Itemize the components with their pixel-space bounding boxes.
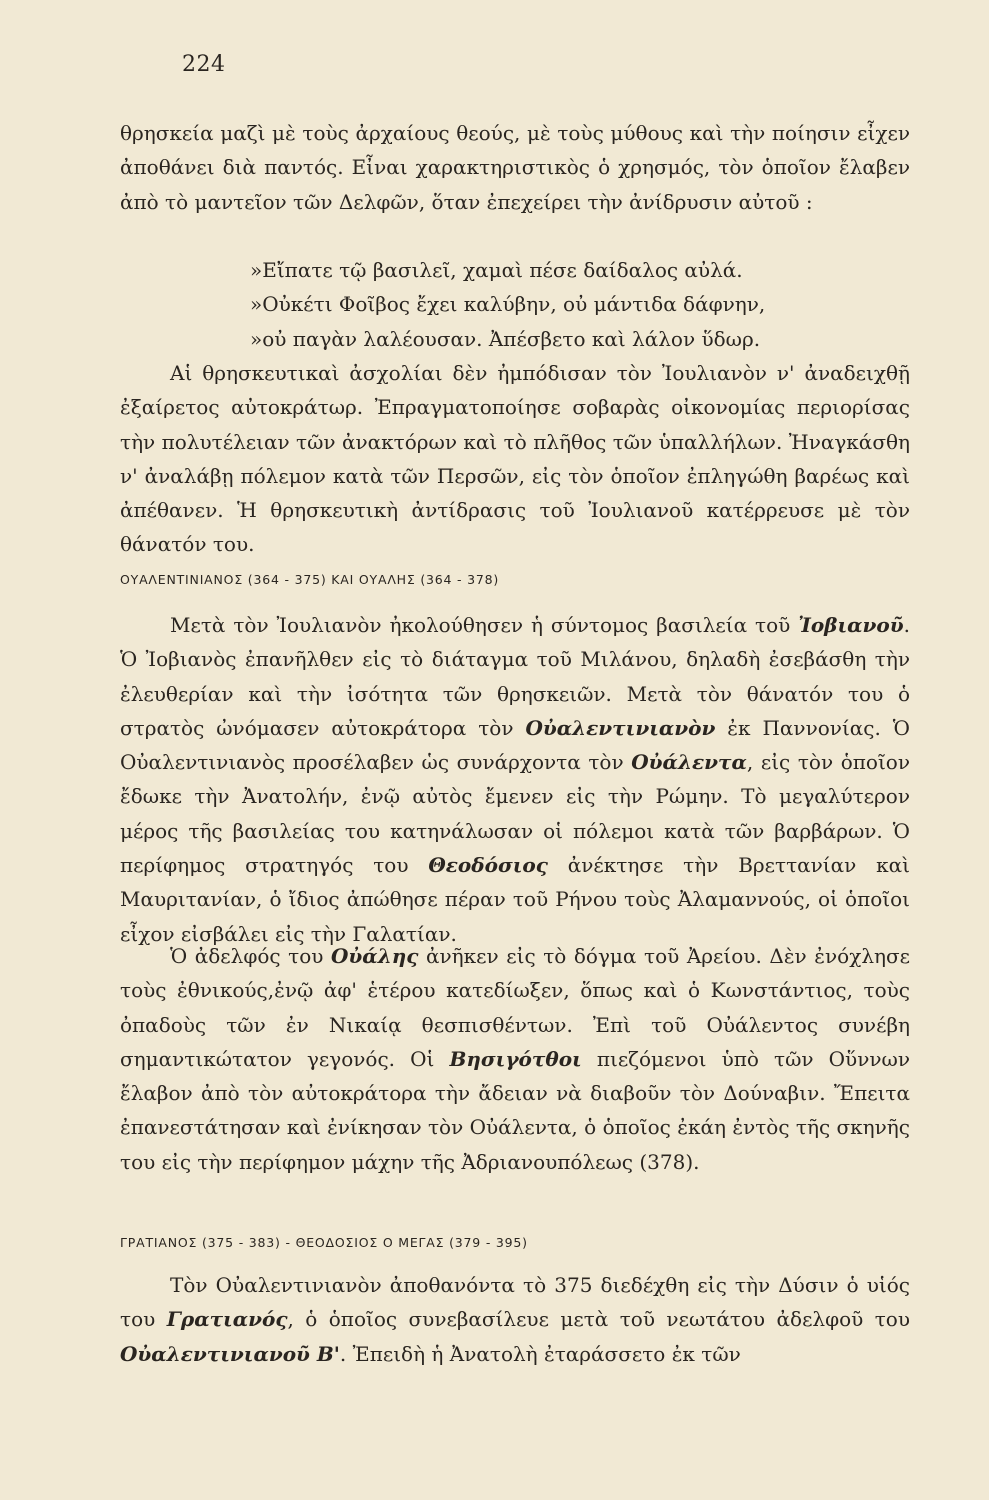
- valens-paragraph: Ὁ ἀδελφός του Οὐάλης ἀνῆκεν εἰς τὸ δόγμα τοῦ Ἀρείου. Δὲν ἐνόχλησε τοὺς ἐθνικούς,ἐνῷ ἀφ' ἑτέρου κατεδίωξεν, ὅπως καὶ ὁ Κωνστάντιος, τοὺς ὀπαδοὺς τῶν ἐν Νικαίᾳ θεσπισθέντων. Ἐπὶ τοῦ Οὐάλεντος συνέβη σημαντικώτατον γεγονός. Οἱ Βησιγότθοι πιεζόμενοι ὑπὸ τῶν Οὕννων ἔλαβον ἀπὸ τὸν αὐτοκράτορα τὴν ἄδειαν νὰ διαβοῦν τὸν Δούναβιν. Ἔπειτα ἐπανεστάτησαν καὶ ἐνίκησαν τὸν Οὐάλεντα, ὁ ὁποῖος ἐκάη ἐντὸς τῆς σκηνῆς του εἰς τὴν περίφημον μάχην τῆς Ἀδριανουπόλεως (378).: [120, 944, 910, 1174]
- gratian-paragraph: Τὸν Οὐαλεντινιανὸν ἀποθανόντα τὸ 375 διεδέχθη εἰς τὴν Δύσιν ὁ υἱός του Γρατιανός, ὁ ὁποῖος συνεβασίλευε μετὰ τοῦ νεωτάτου ἀδελφοῦ του Οὐαλεντινιανοῦ Β'. Ἐπειδὴ ἡ Ἀνατολὴ ἐταράσσετο ἐκ τῶν: [120, 1273, 910, 1366]
- intro-paragraph: θρησκεία μαζὶ μὲ τοὺς ἀρχαίους θεούς, μὲ τοὺς μύθους καὶ τὴν ποίησιν εἶχεν ἀποθάνει διὰ παντός. Εἶναι χαρακτηριστικὸς ὁ χρησμός, τὸν ὁποῖον ἔλαβεν ἀπὸ τὸ μαντεῖον τῶν Δελφῶν, ὅταν ἐπεχείρει τὴν ἀνίδρυσιν αὐτοῦ :: [120, 121, 910, 214]
- section-heading-valentinian: ΟΥΑΛΕΝΤΙΝΙΑΝΟΣ (364 - 375) ΚΑΙ ΟΥΑΛΗΣ (364 - 378): [120, 572, 500, 587]
- valentinian-paragraph: Μετὰ τὸν Ἰουλιανὸν ἠκολούθησεν ἡ σύντομος βασιλεία τοῦ Ἰοβιανοῦ. Ὁ Ἰοβιανὸς ἐπανῆλθεν εἰς τὸ διάταγμα τοῦ Μιλάνου, δηλαδὴ ἐσεβάσθη τὴν ἐλευθερίαν καὶ τὴν ἰσότητα τῶν θρησκειῶν. Μετὰ τὸν θάνατόν του ὁ στρατὸς ὠνόμασεν αὐτοκράτορα τὸν Οὐαλεντινιανὸν ἐκ Παννονίας. Ὁ Οὐαλεντινιανὸς προσέλαβεν ὡς συνάρχοντα τὸν Οὐάλεντα, εἰς τὸν ὁποῖον ἔδωκε τὴν Ἀνατολήν, ἐνῷ αὐτὸς ἔμενεν εἰς τὴν Ρώμην. Τὸ μεγαλύτερον μέρος τῆς βασιλείας του κατηνάλωσαν οἱ πόλεμοι κατὰ τῶν βαρβάρων. Ὁ περίφημος στρατηγός του Θεοδόσιος ἀνέκτησε τὴν Βρεττανίαν καὶ Μαυριτανίαν, ὁ ἴδιος ἀπώθησε πέραν τοῦ Ρήνου τοὺς Ἀλαμαννούς, οἱ ὁποῖοι εἶχον εἰσβάλει εἰς τὴν Γαλατίαν.: [120, 613, 911, 946]
- page-number: 224: [182, 52, 226, 77]
- julian-paragraph: Αἱ θρησκευτικαὶ ἀσχολίαι δὲν ἠμπόδισαν τὸν Ἰουλιανὸν ν' ἀναδειχθῇ ἐξαίρετος αὐτοκράτωρ. Ἐπραγματοποίησε σοβαρὰς οἰκονομίας περιορίσας τὴν πολυτέλειαν τῶν ἀνακτόρων καὶ τὸ πλῆθος τῶν ὑπαλλήλων. Ἠναγκάσθη ν' ἀναλάβῃ πόλεμον κατὰ τῶν Περσῶν, εἰς τὸν ὁποῖον ἐπληγώθη βαρέως καὶ ἀπέθανεν. Ἡ θρησκευτικὴ ἀντίδρασις τοῦ Ἰουλιανοῦ κατέρρευσε μὲ τὸν θάνατόν του.: [120, 361, 910, 557]
- oracle-verse: [250, 253, 910, 356]
- section-heading-gratian: ΓΡΑΤΙΑΝΟΣ (375 - 383) - ΘΕΟΔΟΣΙΟΣ Ο ΜΕΓΑΣ (379 - 395): [120, 1235, 528, 1250]
- verse-line: »Εἴπατε τῷ βασιλεῖ, χαμαὶ πέσε δαίδαλος αὐλά.: [250, 258, 743, 282]
- verse-line: »οὐ παγὰν λαλέουσαν. Ἀπέσβετο καὶ λάλον ὕδωρ.: [250, 326, 761, 351]
- verse-line: »Οὐκέτι Φοῖβος ἔχει καλύβην, οὐ μάντιδα δάφνην,: [250, 292, 766, 317]
